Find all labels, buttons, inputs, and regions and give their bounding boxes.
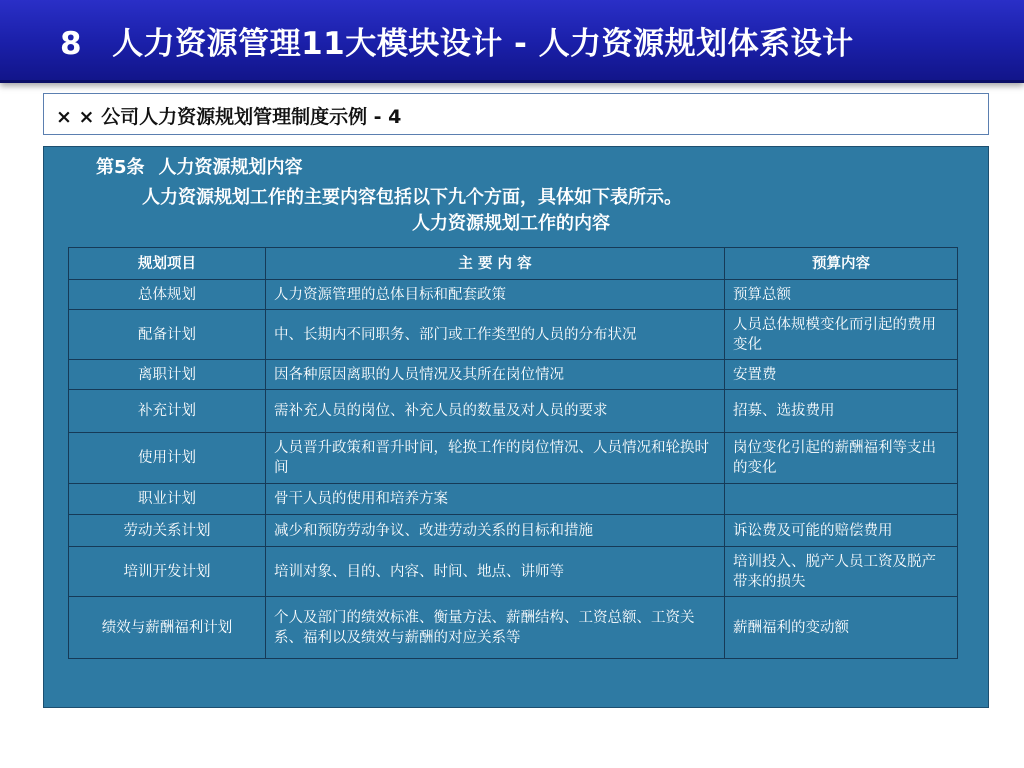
cell-budget: 诉讼费及可能的赔偿费用 bbox=[725, 515, 958, 547]
slide-title-text: 人力资源管理11大模块设计 - 人力资源规划体系设计 bbox=[112, 26, 854, 62]
cell-content: 人员晋升政策和晋升时间，轮换工作的岗位情况、人员情况和轮换时间 bbox=[266, 433, 725, 484]
cell-budget: 岗位变化引起的薪酬福利等支出的变化 bbox=[725, 433, 958, 484]
table-row bbox=[69, 390, 958, 433]
cell-content: 人力资源管理的总体目标和配套政策 bbox=[266, 280, 725, 310]
table-row bbox=[69, 360, 958, 390]
cell-budget: 安置费 bbox=[725, 360, 958, 390]
cell-budget: 薪酬福利的变动额 bbox=[725, 597, 958, 659]
planning-table bbox=[68, 247, 958, 659]
table-row bbox=[69, 597, 958, 659]
article-heading-text: 人力资源规划内容 bbox=[158, 157, 303, 178]
slide-header bbox=[0, 0, 1024, 83]
cell-content: 因各种原因离职的人员情况及其所在岗位情况 bbox=[266, 360, 725, 390]
cell-item: 绩效与薪酬福利计划 bbox=[69, 597, 266, 659]
table-row bbox=[69, 280, 958, 310]
cell-budget: 人员总体规模变化而引起的费用变化 bbox=[725, 310, 958, 360]
cell-item: 配备计划 bbox=[69, 310, 266, 360]
article-heading bbox=[96, 153, 303, 179]
subtitle-text: × × 公司人力资源规划管理制度示例 - 4 bbox=[56, 106, 402, 128]
article-intro: 人力资源规划工作的主要内容包括以下九个方面，具体如下表所示。 bbox=[142, 187, 682, 208]
cell-content: 中、长期内不同职务、部门或工作类型的人员的分布状况 bbox=[266, 310, 725, 360]
cell-item: 培训开发计划 bbox=[69, 547, 266, 597]
cell-item: 补充计划 bbox=[69, 390, 266, 433]
cell-content: 需补充人员的岗位、补充人员的数量及对人员的要求 bbox=[266, 390, 725, 433]
header-cell-budget: 预算内容 bbox=[725, 248, 958, 280]
subtitle-box bbox=[43, 93, 989, 135]
table-title: 人力资源规划工作的内容 bbox=[412, 213, 610, 234]
slide-title bbox=[60, 18, 854, 63]
cell-item: 总体规划 bbox=[69, 280, 266, 310]
cell-content: 个人及部门的绩效标准、衡量方法、薪酬结构、工资总额、工资关系、福利以及绩效与薪酬的对应关系等 bbox=[266, 597, 725, 659]
cell-item: 使用计划 bbox=[69, 433, 266, 484]
slide-number: 8 bbox=[60, 26, 83, 62]
cell-item: 离职计划 bbox=[69, 360, 266, 390]
cell-item: 职业计划 bbox=[69, 484, 266, 515]
cell-budget: 培训投入、脱产人员工资及脱产带来的损失 bbox=[725, 547, 958, 597]
table-row bbox=[69, 310, 958, 360]
cell-content: 骨干人员的使用和培养方案 bbox=[266, 484, 725, 515]
content-panel bbox=[43, 146, 989, 708]
table-row bbox=[69, 515, 958, 547]
article-label: 第5条 bbox=[96, 157, 145, 178]
cell-content: 减少和预防劳动争议、改进劳动关系的目标和措施 bbox=[266, 515, 725, 547]
cell-budget: 招募、选拔费用 bbox=[725, 390, 958, 433]
cell-item: 劳动关系计划 bbox=[69, 515, 266, 547]
cell-budget bbox=[725, 484, 958, 515]
cell-content: 培训对象、目的、内容、时间、地点、讲师等 bbox=[266, 547, 725, 597]
table-row bbox=[69, 484, 958, 515]
table-header-row bbox=[69, 248, 958, 280]
cell-budget: 预算总额 bbox=[725, 280, 958, 310]
table-row bbox=[69, 547, 958, 597]
header-cell-item: 规划项目 bbox=[69, 248, 266, 280]
header-cell-content: 主 要 内 容 bbox=[266, 248, 725, 280]
table-row bbox=[69, 433, 958, 484]
